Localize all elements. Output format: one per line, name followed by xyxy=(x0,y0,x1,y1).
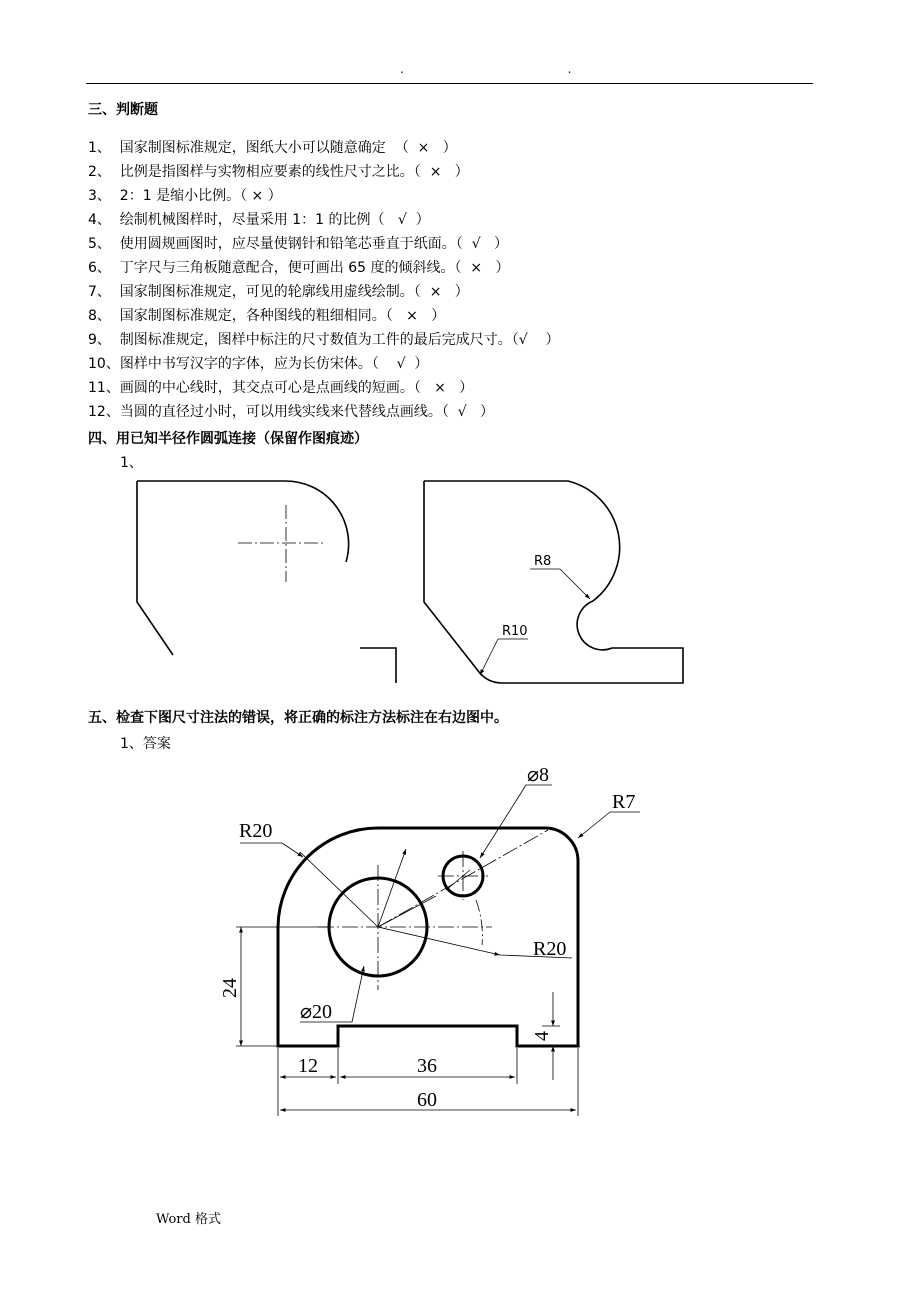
r10-label: R10 xyxy=(502,624,528,639)
r20-top-label: R20 xyxy=(239,820,273,842)
judgment-item: 6、 丁字尺与三角板随意配合，便可画出 65 度的倾斜线。（ × ） xyxy=(88,260,510,276)
judgment-item: 1、 国家制图标准规定，图纸大小可以随意确定 （ × ） xyxy=(88,140,457,156)
r7-label: R7 xyxy=(612,791,636,813)
judgment-item: 11、画圆的中心线时，其交点可心是点画线的短画。（ × ） xyxy=(88,380,474,396)
header-dots: . . xyxy=(400,62,652,76)
r8-label: R8 xyxy=(534,554,552,569)
d20-label: ⌀20 xyxy=(300,1001,333,1023)
judgment-item: 4、 绘制机械图样时，尽量采用 1：1 的比例（ √ ） xyxy=(88,212,430,228)
section3-title: 三、判断题 xyxy=(88,102,158,118)
h4-label: 4 xyxy=(531,1031,553,1041)
w12-label: 12 xyxy=(298,1055,318,1077)
section4-sub: 1、 xyxy=(120,455,143,471)
judgment-item: 9、 制图标准规定，图样中标注的尺寸数值为工件的最后完成尺寸。（√ ） xyxy=(88,332,560,348)
footer-text: Word 格式 xyxy=(156,1212,221,1227)
judgment-item: 12、当圆的直径过小时，可以用线实线来代替线点画线。（ √ ） xyxy=(88,404,494,420)
arc-solution-figure xyxy=(424,481,683,683)
judgment-item: 10、图样中书写汉字的字体，应为长仿宋体。（ √ ） xyxy=(88,356,429,372)
w36-label: 36 xyxy=(417,1055,437,1077)
section4-title: 四、用已知半径作圆弧连接（保留作图痕迹） xyxy=(88,431,368,447)
section5-sub: 1、答案 xyxy=(120,736,171,752)
judgment-item: 5、 使用圆规画图时，应尽量使钢针和铅笔芯垂直于纸面。（ √ ） xyxy=(88,236,508,252)
arc-problem-figure xyxy=(137,481,396,683)
judgment-item: 2、 比例是指图样与实物相应要素的线性尺寸之比。（ × ） xyxy=(88,164,469,180)
h24-label: 24 xyxy=(219,978,241,998)
r20-right-label: R20 xyxy=(533,938,567,960)
dimension-part-figure xyxy=(236,785,640,1116)
judgment-item: 3、 2：1 是缩小比例。（ × ） xyxy=(88,188,282,204)
w60-label: 60 xyxy=(417,1089,437,1111)
section5-title: 五、检查下图尺寸注法的错误，将正确的标注方法标注在右边图中。 xyxy=(88,710,508,726)
judgment-item: 8、 国家制图标准规定，各种图线的粗细相同。（ × ） xyxy=(88,308,446,324)
judgment-item: 7、 国家制图标准规定，可见的轮廓线用虚线绘制。（ × ） xyxy=(88,284,469,300)
d8-label: ⌀8 xyxy=(527,764,550,786)
